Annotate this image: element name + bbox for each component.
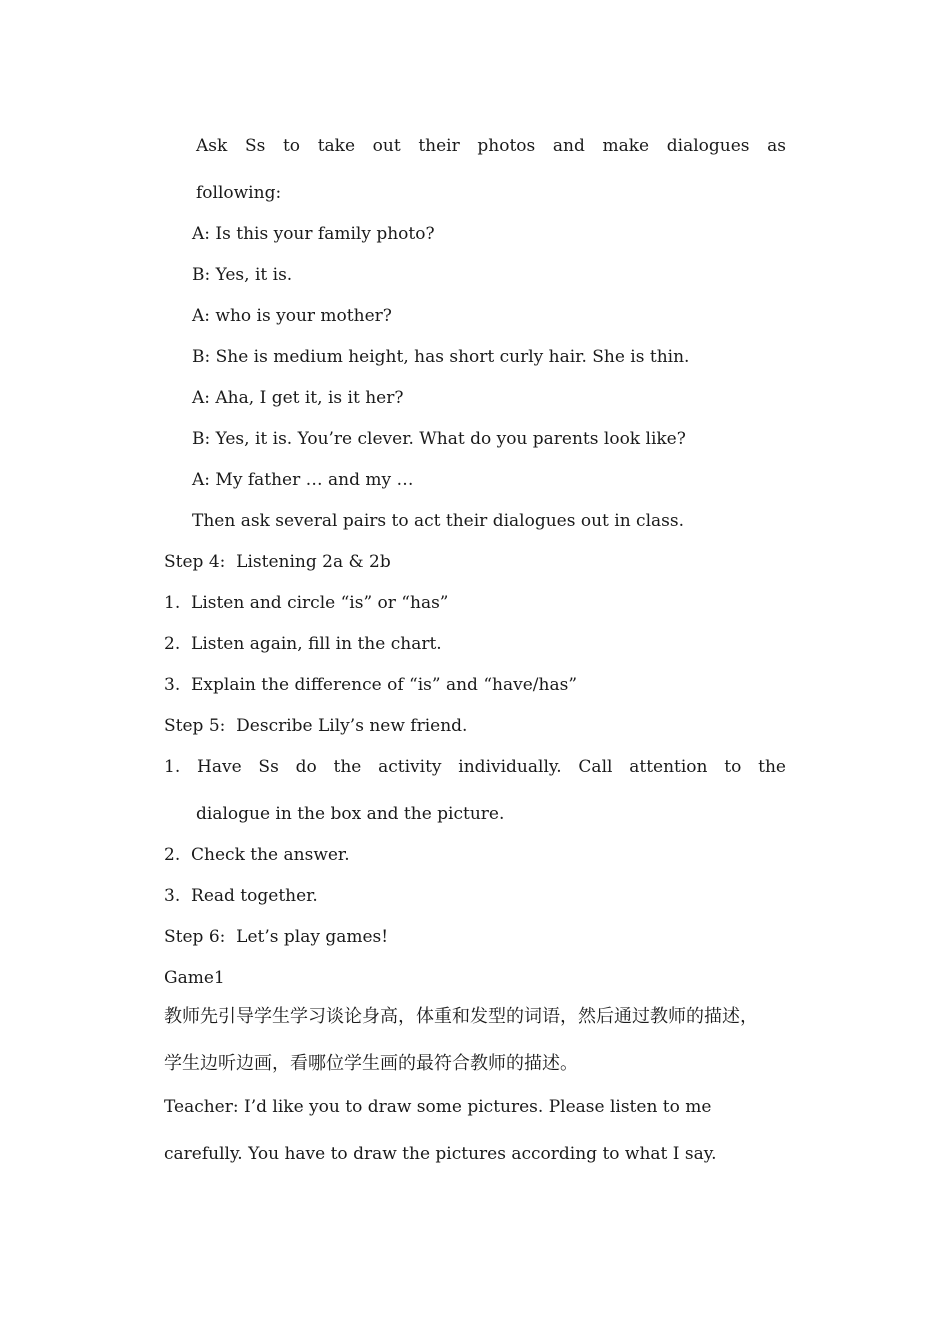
dialogue-line: B: Yes, it is. You’re clever. What do you parents look like?	[192, 429, 686, 449]
word: Have	[197, 757, 242, 777]
followup-instruction: Then ask several pairs to act their dialogues out in class.	[192, 511, 684, 531]
word: individually.	[458, 757, 562, 777]
word: photos	[477, 136, 536, 156]
word: and	[552, 136, 585, 156]
step4-heading: Step 4: Listening 2a & 2b	[164, 552, 391, 572]
step6-heading: Step 6: Let’s play games!	[164, 927, 389, 947]
step4-item: 3. Explain the difference of “is” and “have/has”	[164, 675, 578, 695]
game-description-cn: 学生边听边画，看哪位学生画的最符合教师的描述。	[164, 1053, 578, 1074]
word: the	[758, 757, 786, 777]
step5-item-3: 3. Read together.	[164, 886, 318, 906]
word: Ss	[258, 757, 279, 777]
word: to	[724, 757, 742, 777]
word: do	[295, 757, 317, 777]
step4-item: 2. Listen again, fill in the chart.	[164, 634, 442, 654]
dialogue-line: A: My father … and my …	[192, 470, 414, 490]
word: Ss	[244, 136, 266, 156]
dialogue-line: A: Aha, I get it, is it her?	[192, 388, 404, 408]
word: as	[767, 136, 786, 156]
dialogue-line: B: She is medium height, has short curly hair. She is thin.	[192, 347, 690, 367]
game-label: Game1	[164, 968, 225, 988]
teacher-instruction: carefully. You have to draw the pictures according to what I say.	[164, 1144, 717, 1164]
step5-item-1-continuation: dialogue in the box and the picture.	[196, 804, 505, 824]
word: make	[602, 136, 650, 156]
word: the	[333, 757, 362, 777]
word: out	[372, 136, 401, 156]
game-description-cn: 教师先引导学生学习谈论身高，体重和发型的词语，然后通过教师的描述，	[164, 1006, 758, 1027]
word: to	[282, 136, 301, 156]
word: activity	[378, 757, 442, 777]
step5-item-1	[164, 756, 786, 778]
step5-item-2: 2. Check the answer.	[164, 845, 350, 865]
dialogue-line: A: Is this your family photo?	[192, 224, 435, 244]
word: Call	[578, 757, 613, 777]
teacher-instruction: Teacher: I’d like you to draw some pictures. Please listen to me	[164, 1097, 712, 1117]
dialogue-line: A: who is your mother?	[192, 306, 392, 326]
intro-line	[196, 135, 786, 157]
word: 1.	[164, 757, 181, 777]
dialogue-line: B: Yes, it is.	[192, 265, 293, 285]
word: dialogues	[666, 136, 750, 156]
word: take	[317, 136, 356, 156]
step5-heading: Step 5: Describe Lily’s new friend.	[164, 716, 468, 736]
word: their	[418, 136, 460, 156]
step4-item: 1. Listen and circle “is” or “has”	[164, 593, 449, 613]
intro-continuation: following:	[196, 183, 282, 203]
word: attention	[629, 757, 708, 777]
word: Ask	[196, 136, 228, 156]
